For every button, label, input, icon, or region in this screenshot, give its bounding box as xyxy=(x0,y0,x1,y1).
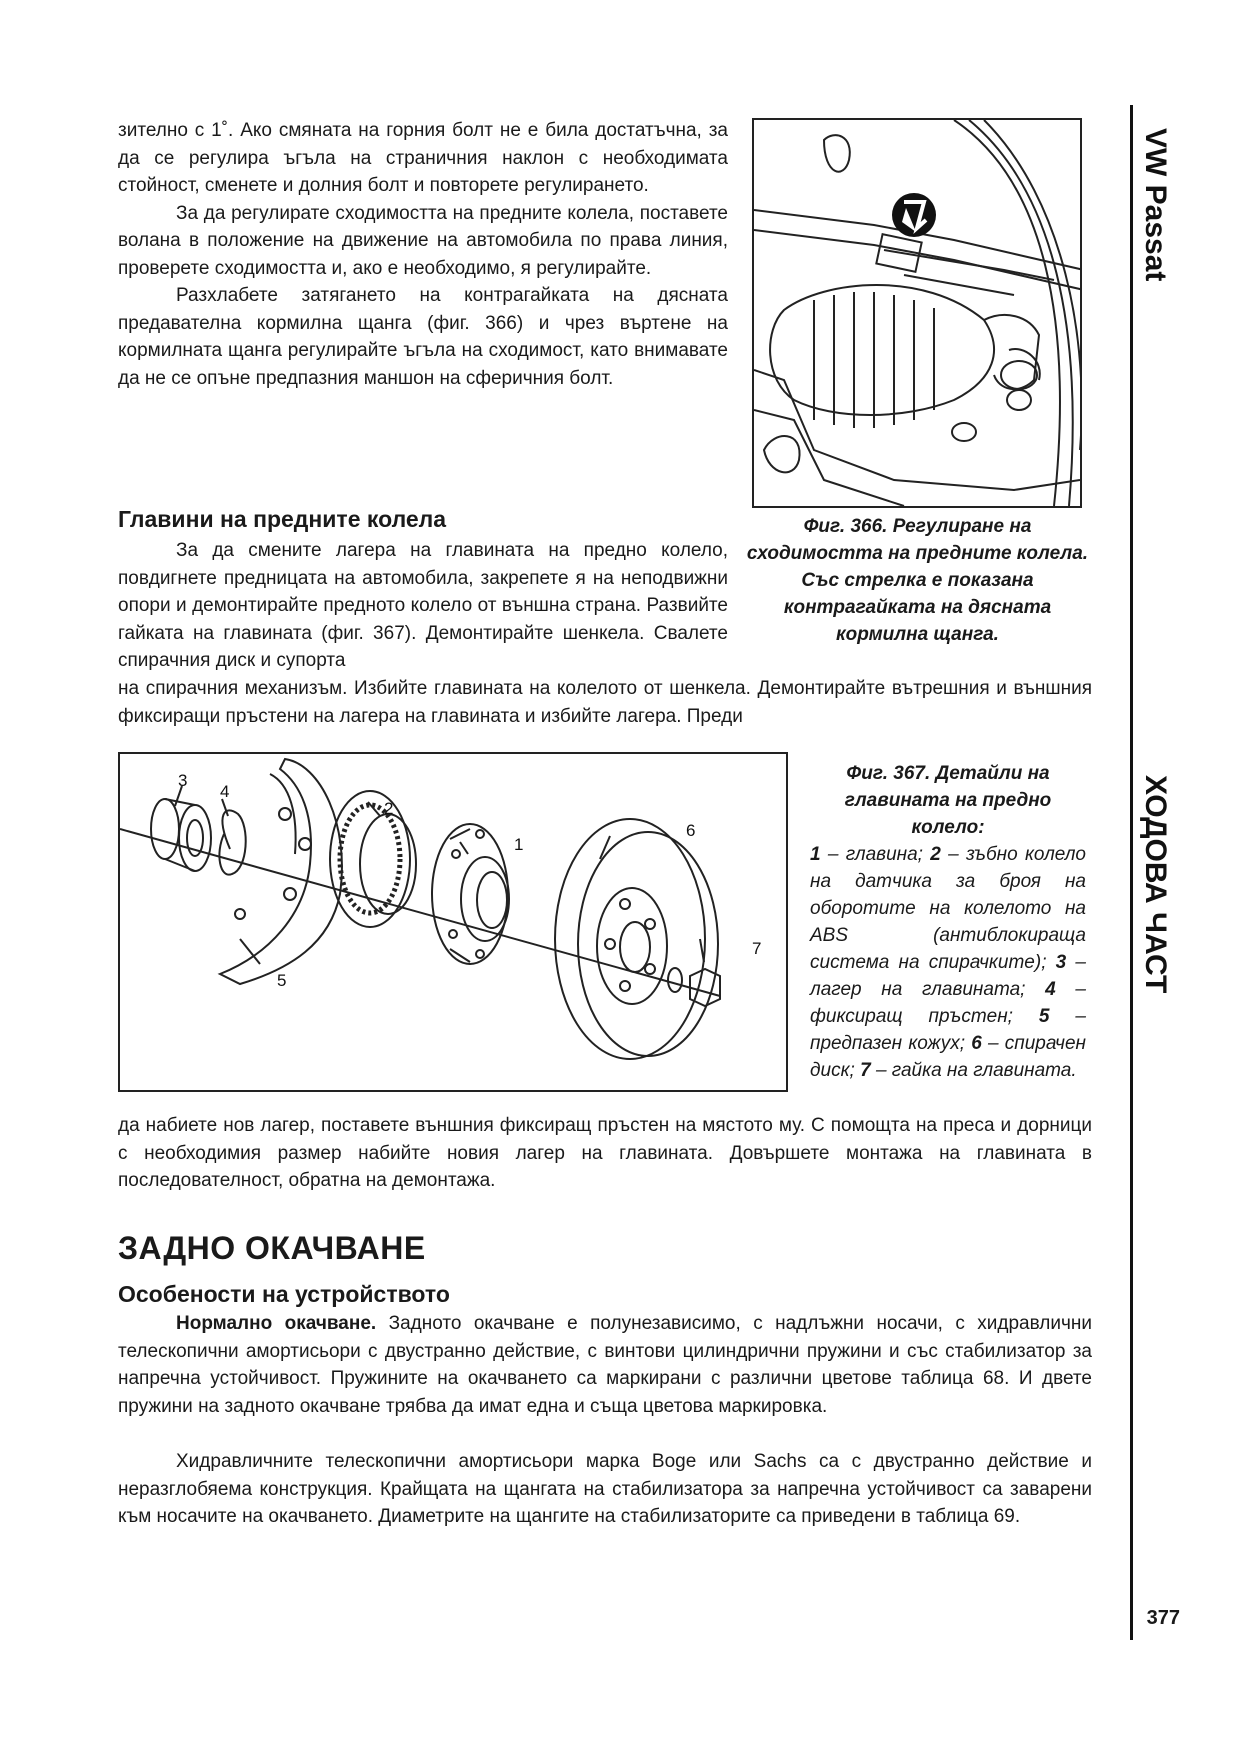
callout-4: 4 xyxy=(220,782,230,801)
hub-paragraph-1-start: За да смените лагера на главината на предно колело, повдигнете предницата на автомобила, закрепете я на неподвижни опори и демонтирайте предното колело от външна страна. Развийте гайката на главината (фиг. 367). Демонтирайте шенкела. Свалете спирачния диск и супорта xyxy=(118,540,728,671)
page-number: 377 xyxy=(1146,1607,1180,1629)
bearing-part xyxy=(151,799,211,871)
hub-paragraph-2: да набиете нов лагер, поставете външния фиксиращ пръстен на мястото му. С помощта на преса и дорници с необходимия размер набийте новия лагер на главината. Довършете монтажа на главината в последователност, обратна на демонтажа. xyxy=(118,1115,1092,1191)
figure-367-legend: 1 – главина; 2 – зъбно колело на датчика за броя на оборотите на колелото на ABS (антиблокираща система на спирачките); 3 – лагер на главината; 4 – фиксиращ пръстен; 5 – предпазен кожух; 6 – спирачен диск; 7 – гайка на главината. xyxy=(810,844,1086,1081)
callout-5: 5 xyxy=(277,971,287,990)
intro-paragraph-3: Разхлабете затягането на контрагайката на дясната предавателна кормилна щанга (фиг. 366) и чрез въртене на кормилната щанга регулирайте ъгъла на сходимост, като внимавате да не се опъне предпазния маншон на сферичния болт. xyxy=(118,285,728,389)
rear-paragraph-2: Хидравличните телескопични амортисьори марка Boge или Sachs са с двустранно действие и неразглобяема конструкция. Крайщата на щангата на стабилизатора за напречна устойчивост са заварени към носачите на окачването. Диаметрите на щангите на стабилизаторите са приведени в таблица 69. xyxy=(118,1451,1092,1527)
sidebar-rule xyxy=(1130,105,1133,1640)
callout-6: 6 xyxy=(686,821,696,840)
figure-367-image xyxy=(118,752,788,1092)
intro-paragraph-2: За да регулирате сходимостта на предните колела, поставете волана в положение на движение на автомобила по права линия, проверете сходимостта и, ако е необходимо, я регулирайте. xyxy=(118,202,728,279)
wheel-hub-exploded-illustration xyxy=(120,754,786,1090)
abs-tone-ring-part xyxy=(330,791,416,927)
rear-paragraph-1: Нормално окачване. Задното окачване е полунезависимо, с надлъжни носачи, с хидравлични телескопични амортисьори с двустранно действие, с винтови цилиндрични пружини и със стабилизатор за напречна устойчивост. Пружините на окачването са маркирани с различни цветове таблица 68. И двете пружини на задното окачване трябва да имат една и съща цветова маркировка. xyxy=(118,1313,1092,1417)
sidebar-title-chapter: ХОДОВА ЧАСТ xyxy=(1139,775,1172,994)
arrow-icon xyxy=(892,193,936,237)
rear-design-subheading: Особености на устройството xyxy=(118,1281,450,1307)
figure-366-caption: Фиг. 366. Регулиране на сходимостта на предните колела. Със стрелка е показана контрагайката на дясната кормилна щанга. xyxy=(746,516,1089,645)
dust-shield-part xyxy=(220,759,342,984)
callout-2: 2 xyxy=(384,799,394,818)
callout-7: 7 xyxy=(752,939,762,958)
intro-paragraph-1: зително с 1˚. Ако смяната на горния болт не е била достатъчна, за да се регулира ъгъла на страничния наклон с необходимата стойност, сменете и долния болт и повторете регулирането. xyxy=(118,120,728,196)
hub-heading: Главини на предните колела xyxy=(118,506,447,532)
steering-tie-rod-illustration xyxy=(754,120,1080,506)
callout-1: 1 xyxy=(514,835,524,854)
intro-text xyxy=(118,117,728,392)
figure-366-image xyxy=(752,118,1082,508)
callout-3: 3 xyxy=(178,771,188,790)
rear-suspension-heading: ЗАДНО ОКАЧВАНЕ xyxy=(118,1230,426,1266)
brake-disc-part xyxy=(555,819,718,1059)
wheel-hub-part xyxy=(432,824,509,964)
figure-367-caption: Фиг. 367. Детайли на главината на предно колело: xyxy=(844,763,1052,838)
hub-paragraph-1-continuation: на спирачния механизъм. Избийте главината на колелото от шенкела. Демонтирайте вътрешния и външния фиксиращи пръстени на лагера на главината и избийте лагера. Преди xyxy=(118,678,1092,727)
retaining-ring-part xyxy=(219,810,245,874)
figure-367-caption-block xyxy=(810,760,1086,1084)
sidebar-title-model: VW Passat xyxy=(1139,128,1172,282)
